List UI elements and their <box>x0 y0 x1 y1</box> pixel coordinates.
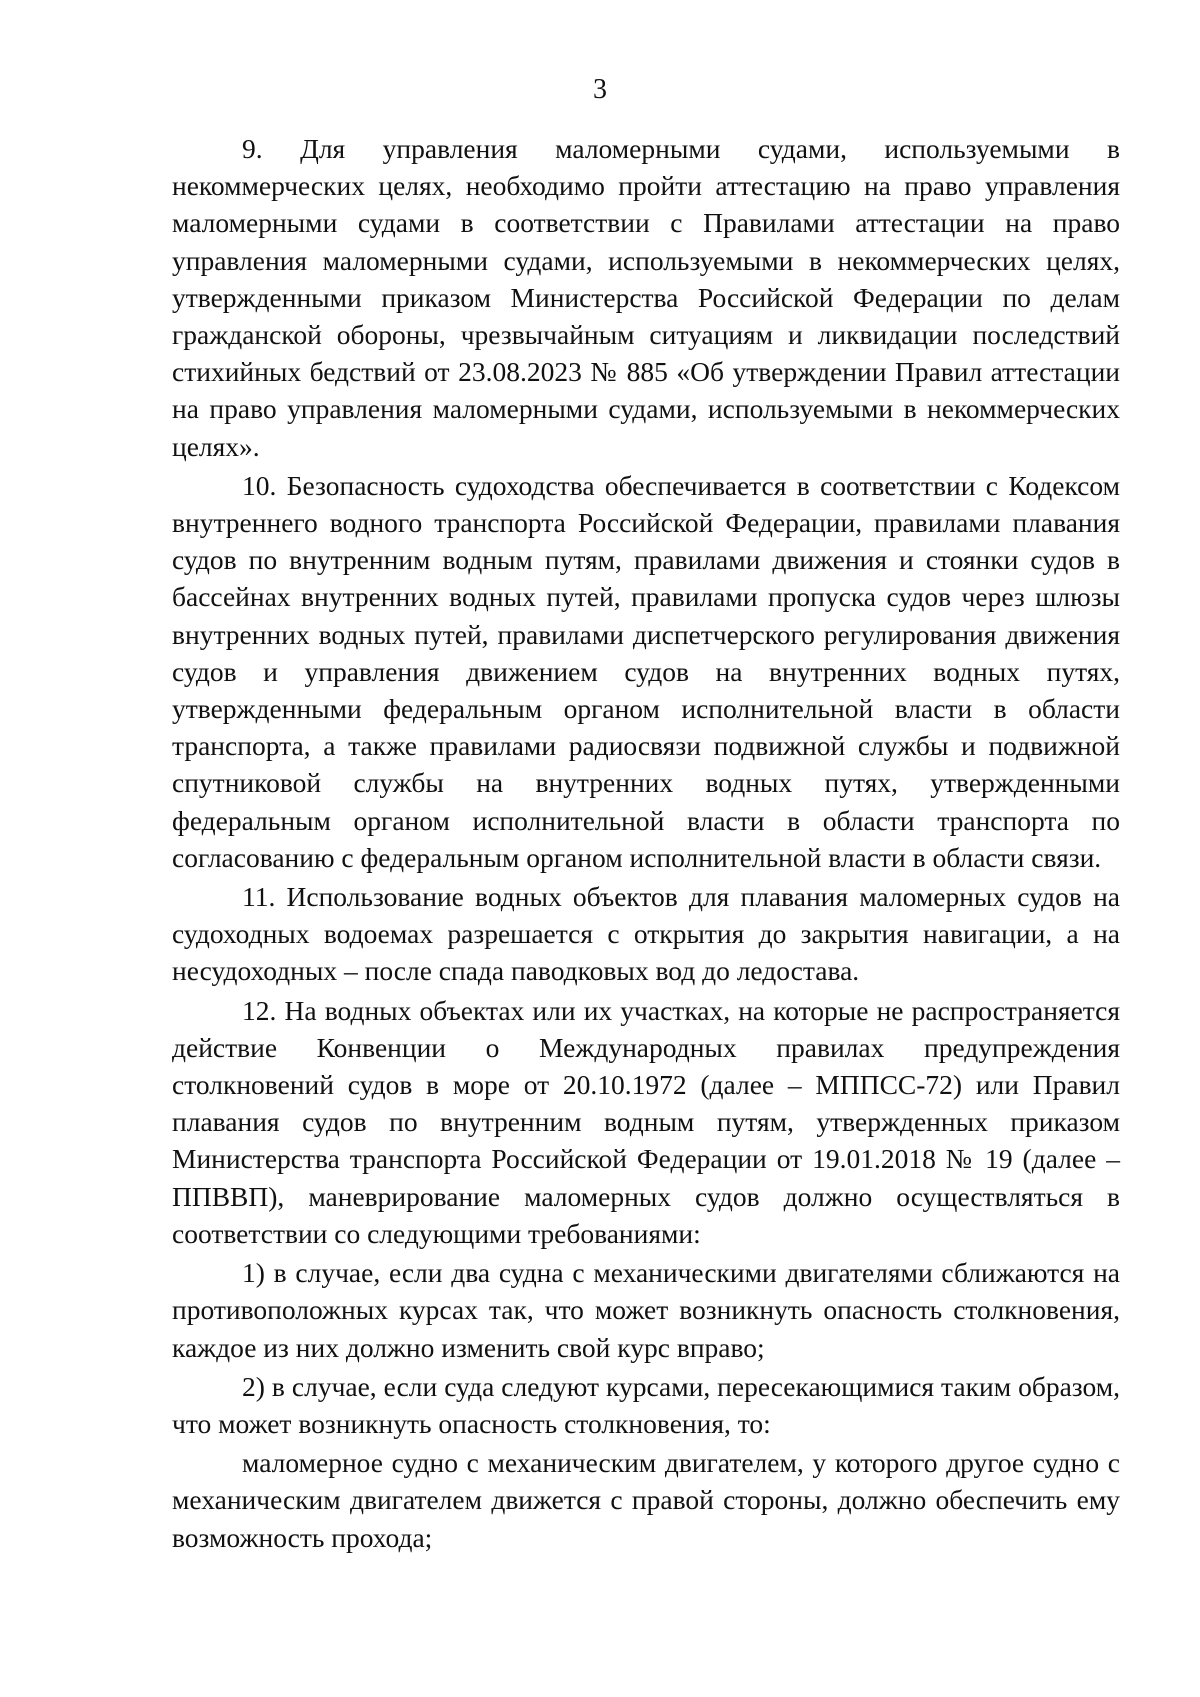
paragraph-11: 11. Использование водных объектов для плавания маломерных судов на судоходных водоемах разрешается с открытия до закрытия навигации, а на несудоходных – после спада паводковых вод до ледостава. <box>172 881 1120 987</box>
document-body <box>172 130 1120 1558</box>
paragraph-12-item-2-clause: маломерное судно с механическим двигателем, у которого другое судно с механическим двигателем движется с правой стороны, должно обеспечить ему возможность прохода; <box>172 1447 1120 1553</box>
paragraph-12: 12. На водных объектах или их участках, на которые не распространяется действие Конвенции о Международных правилах предупреждения столкновений судов в море от 20.10.1972 (далее – МППСС-72) или Правил плавания судов по внутренним водным путям, утвержденных приказом Министерства транспорта Российской Федерации от 19.01.2018 № 19 (далее – ППВВП), маневрирование маломерных судов должно осуществляться в соответствии со следующими требованиями: <box>172 994 1120 1249</box>
paragraph-12-item-2: 2) в случае, если суда следуют курсами, пересекающимися таким образом, что может возникнуть опасность столкновения, то: <box>172 1370 1120 1439</box>
paragraph-10: 10. Безопасность судоходства обеспечивается в соответствии с Кодексом внутреннего водного транспорта Российской Федерации, правилами плавания судов по внутренним водным путям, правилами движения и стоянки судов в бассейнах внутренних водных путей, правилами пропуска судов через шлюзы внутренних водных путей, правилами диспетчерского регулирования движения судов и управления движением судов на внутренних водных путях, утвержденными федеральным органом исполнительной власти в области транспорта, а также правилами радиосвязи подвижной службы и подвижной спутниковой службы на внутренних водных путях, утвержденными федеральным органом исполнительной власти в области транспорта по согласованию с федеральным органом исполнительной власти в области связи. <box>172 469 1120 873</box>
page-number: 3 <box>593 74 607 105</box>
paragraph-12-item-1: 1) в случае, если два судна с механическими двигателями сближаются на противоположных курсах так, что может возникнуть опасность столкновения, каждое из них должно изменить свой курс вправо; <box>172 1257 1120 1363</box>
paragraph-9: 9. Для управления маломерными судами, используемыми в некоммерческих целях, необходимо пройти аттестацию на право управления маломерными судами в соответствии с Правилами аттестации на право управления маломерными судами, используемыми в некоммерческих целях, утвержденными приказом Министерства Российской Федерации по делам гражданской обороны, чрезвычайным ситуациям и ликвидации последствий стихийных бедствий от 23.08.2023 № 885 «Об утверждении Правил аттестации на право управления маломерными судами, используемыми в некоммерческих целях». <box>172 133 1120 462</box>
